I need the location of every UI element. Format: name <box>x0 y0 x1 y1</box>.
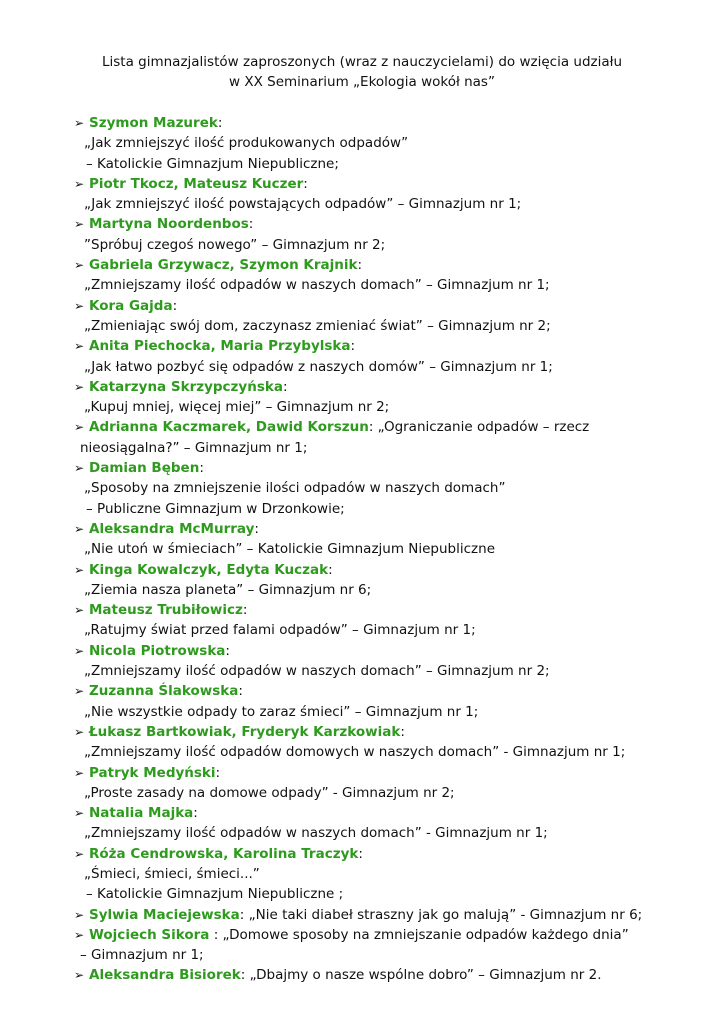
name-separator: : <box>254 520 259 537</box>
arrow-bullet-icon: ➢ <box>74 379 85 394</box>
presentation-detail-line: – Katolickie Gimnazjum Niepubliczne; <box>86 155 339 172</box>
participant-names: Kora Gajda <box>89 297 173 314</box>
presentation-detail-line: „Jak łatwo pozbyć się odpadów z naszych domów” – Gimnazjum nr 1; <box>84 358 553 375</box>
list-item <box>74 722 704 763</box>
name-separator: : <box>215 764 221 781</box>
participant-names: Szymon Mazurek <box>89 115 218 131</box>
name-separator: : <box>357 257 363 274</box>
name-separator: : <box>368 419 374 436</box>
list-item-heading <box>74 560 704 580</box>
list-item-heading <box>74 641 704 661</box>
participant-names: Aleksandra McMurray <box>89 520 255 537</box>
participant-names: Adrianna Kaczmarek, Dawid Korszun <box>89 419 369 436</box>
list-item <box>74 174 704 215</box>
arrow-bullet-icon: ➢ <box>74 927 85 942</box>
list-item <box>74 417 704 458</box>
list-item <box>74 113 704 174</box>
name-separator: : <box>172 297 178 314</box>
participant-names: Nicola Piotrowska <box>89 642 226 659</box>
list-item-heading <box>74 255 704 275</box>
presentation-detail-line: „Nie utoń w śmieciach” – Katolickie Gimnazjum Niepubliczne <box>84 541 495 558</box>
list-item-heading <box>74 214 704 234</box>
arrow-bullet-icon: ➢ <box>74 562 85 577</box>
list-item-heading <box>74 763 704 783</box>
participant-names: Zuzanna Ślakowska <box>89 683 239 700</box>
arrow-bullet-icon: ➢ <box>74 521 85 536</box>
list-item-heading <box>74 965 704 985</box>
name-separator: : <box>193 805 198 822</box>
name-separator: : <box>282 378 288 395</box>
arrow-bullet-icon: ➢ <box>74 116 85 130</box>
list-item <box>74 925 704 966</box>
list-item <box>74 681 704 722</box>
document-title-line-1: Lista gimnazjalistów zaproszonych (wraz z nauczycielami) do wzięcia udziału <box>101 54 623 70</box>
participant-names: Sylwia Maciejewska <box>89 906 240 923</box>
list-item <box>74 600 704 641</box>
arrow-bullet-icon: ➢ <box>74 461 85 476</box>
presentation-detail-line: „Kupuj mniej, więcej miej” – Gimnazjum nr 2; <box>84 399 390 416</box>
name-separator: : <box>242 602 248 619</box>
list-item <box>74 763 704 804</box>
name-separator: : <box>240 967 246 984</box>
arrow-bullet-icon: ➢ <box>74 968 85 983</box>
name-separator: : <box>350 338 356 355</box>
list-item <box>74 519 704 560</box>
participant-names: Aleksandra Bisiorek <box>89 967 241 984</box>
list-item-heading <box>74 681 704 701</box>
list-item <box>74 560 704 601</box>
list-item-heading <box>74 925 704 945</box>
name-separator: : <box>199 460 204 477</box>
participant-names: Wojciech Sikora <box>89 926 210 943</box>
presentation-detail-line: „Sposoby na zmniejszenie ilości odpadów w naszych domach” <box>84 480 506 497</box>
participant-names: Mateusz Trubiłowicz <box>89 602 243 619</box>
presentation-title: „Domowe sposoby na zmniejszanie odpadów każdego dnia” <box>218 926 629 943</box>
arrow-bullet-icon: ➢ <box>74 765 85 780</box>
arrow-bullet-icon: ➢ <box>74 907 85 922</box>
name-separator: : <box>303 175 308 192</box>
name-separator: : <box>209 926 219 943</box>
list-item <box>74 296 704 337</box>
participant-names: Gabriela Grzywacz, Szymon Krajnik <box>89 257 358 274</box>
list-item-heading <box>74 722 704 742</box>
list-item-heading <box>74 844 704 864</box>
presentation-detail-line: „Ratujmy świat przed falami odpadów” – Gimnazjum nr 1; <box>84 622 476 639</box>
presentation-detail-line: ”Spróbuj czegoś nowego” – Gimnazjum nr 2; <box>84 236 386 253</box>
list-item <box>74 641 704 682</box>
presentation-detail-line: „Zmniejszamy ilość odpadów domowych w naszych domach” - Gimnazjum nr 1; <box>84 744 626 761</box>
presentation-detail-line: „Nie wszystkie odpady to zaraz śmieci” – Gimnazjum nr 1; <box>84 703 479 720</box>
list-item <box>74 844 704 905</box>
arrow-bullet-icon: ➢ <box>74 258 85 273</box>
participant-names: Martyna Noordenbos <box>89 216 249 233</box>
participant-names: Natalia Majka <box>89 805 194 822</box>
presentation-detail-line: „Proste zasady na domowe odpady” - Gimnazjum nr 2; <box>84 784 455 801</box>
list-item-heading <box>74 417 704 437</box>
list-item-heading <box>74 600 704 620</box>
arrow-bullet-icon: ➢ <box>74 298 85 313</box>
presentation-detail-line: „Zmniejszamy ilość odpadów w naszych domach” – Gimnazjum nr 2; <box>84 663 550 680</box>
presentation-detail-line: „Zmieniając swój dom, zaczynasz zmieniać świat” – Gimnazjum nr 2; <box>84 317 551 334</box>
list-item <box>74 377 704 418</box>
list-item-heading <box>74 803 704 823</box>
name-separator: : <box>358 845 363 862</box>
presentation-detail-line: nieosiągalna?” – Gimnazjum nr 1; <box>80 439 308 456</box>
participant-names: Anita Piechocka, Maria Przybylska <box>89 338 351 355</box>
presentation-detail-line: „Jak zmniejszyć ilość produkowanych odpadów” <box>84 135 409 152</box>
participant-list <box>74 113 704 986</box>
list-item-heading <box>74 174 704 194</box>
arrow-bullet-icon: ➢ <box>74 724 85 739</box>
presentation-detail-line: „Ziemia nasza planeta” – Gimnazjum nr 6; <box>84 581 372 598</box>
list-item-heading <box>74 519 704 539</box>
presentation-detail-line: – Gimnazjum nr 1; <box>80 947 204 964</box>
arrow-bullet-icon: ➢ <box>74 846 85 861</box>
presentation-detail-line: – Publiczne Gimnazjum w Drzonkowie; <box>86 500 345 517</box>
list-item-heading <box>74 377 704 397</box>
name-separator: : <box>400 723 405 740</box>
list-item-heading <box>74 905 704 925</box>
name-separator: : <box>328 561 333 578</box>
arrow-bullet-icon: ➢ <box>74 217 85 232</box>
document-title-line-2: w XX Seminarium „Ekologia wokół nas” <box>229 74 495 90</box>
list-item <box>74 255 704 296</box>
name-separator: : <box>217 115 223 131</box>
list-item <box>74 905 704 925</box>
arrow-bullet-icon: ➢ <box>74 420 85 435</box>
participant-names: Katarzyna Skrzypczyńska <box>89 378 283 395</box>
presentation-detail-line: „Jak zmniejszyć ilość powstających odpadów” – Gimnazjum nr 1; <box>84 196 522 213</box>
presentation-detail-line: „Śmieci, śmieci, śmieci...” <box>84 865 260 882</box>
name-separator: : <box>248 216 254 233</box>
list-item <box>74 336 704 377</box>
name-separator: : <box>225 642 230 659</box>
name-separator: : <box>238 683 243 700</box>
list-item <box>74 965 704 985</box>
participant-names: Kinga Kowalczyk, Edyta Kuczak <box>89 561 329 578</box>
participant-names: Damian Bęben <box>89 460 200 477</box>
list-item-heading <box>74 458 704 478</box>
participant-names: Patryk Medyński <box>89 764 216 781</box>
presentation-detail-line: „Zmniejszamy ilość odpadów w naszych domach” – Gimnazjum nr 1; <box>84 277 550 294</box>
name-separator: : <box>239 906 245 923</box>
presentation-title: „Nie taki diabeł straszny jak go malują” - Gimnazjum nr 6; <box>244 906 643 923</box>
participant-names: Róża Cendrowska, Karolina Traczyk <box>89 845 359 862</box>
presentation-title: „Ograniczanie odpadów – rzecz <box>373 419 590 436</box>
presentation-title: „Dbajmy o nasze wspólne dobro” – Gimnazjum nr 2. <box>245 967 602 984</box>
arrow-bullet-icon: ➢ <box>74 339 85 354</box>
presentation-detail-line: „Zmniejszamy ilość odpadów w naszych domach” - Gimnazjum nr 1; <box>84 825 548 842</box>
arrow-bullet-icon: ➢ <box>74 603 85 618</box>
arrow-bullet-icon: ➢ <box>74 643 85 658</box>
presentation-detail-line: – Katolickie Gimnazjum Niepubliczne ; <box>86 886 344 903</box>
arrow-bullet-icon: ➢ <box>74 806 85 821</box>
list-item <box>74 803 704 844</box>
list-item-heading <box>74 336 704 356</box>
participant-names: Łukasz Bartkowiak, Fryderyk Karzkowiak <box>89 723 401 740</box>
participant-names: Piotr Tkocz, Mateusz Kuczer <box>89 175 304 192</box>
list-item <box>74 214 704 255</box>
list-item <box>74 458 704 519</box>
list-item-heading <box>74 296 704 316</box>
arrow-bullet-icon: ➢ <box>74 684 85 699</box>
arrow-bullet-icon: ➢ <box>74 176 85 191</box>
list-item-heading <box>74 113 704 133</box>
